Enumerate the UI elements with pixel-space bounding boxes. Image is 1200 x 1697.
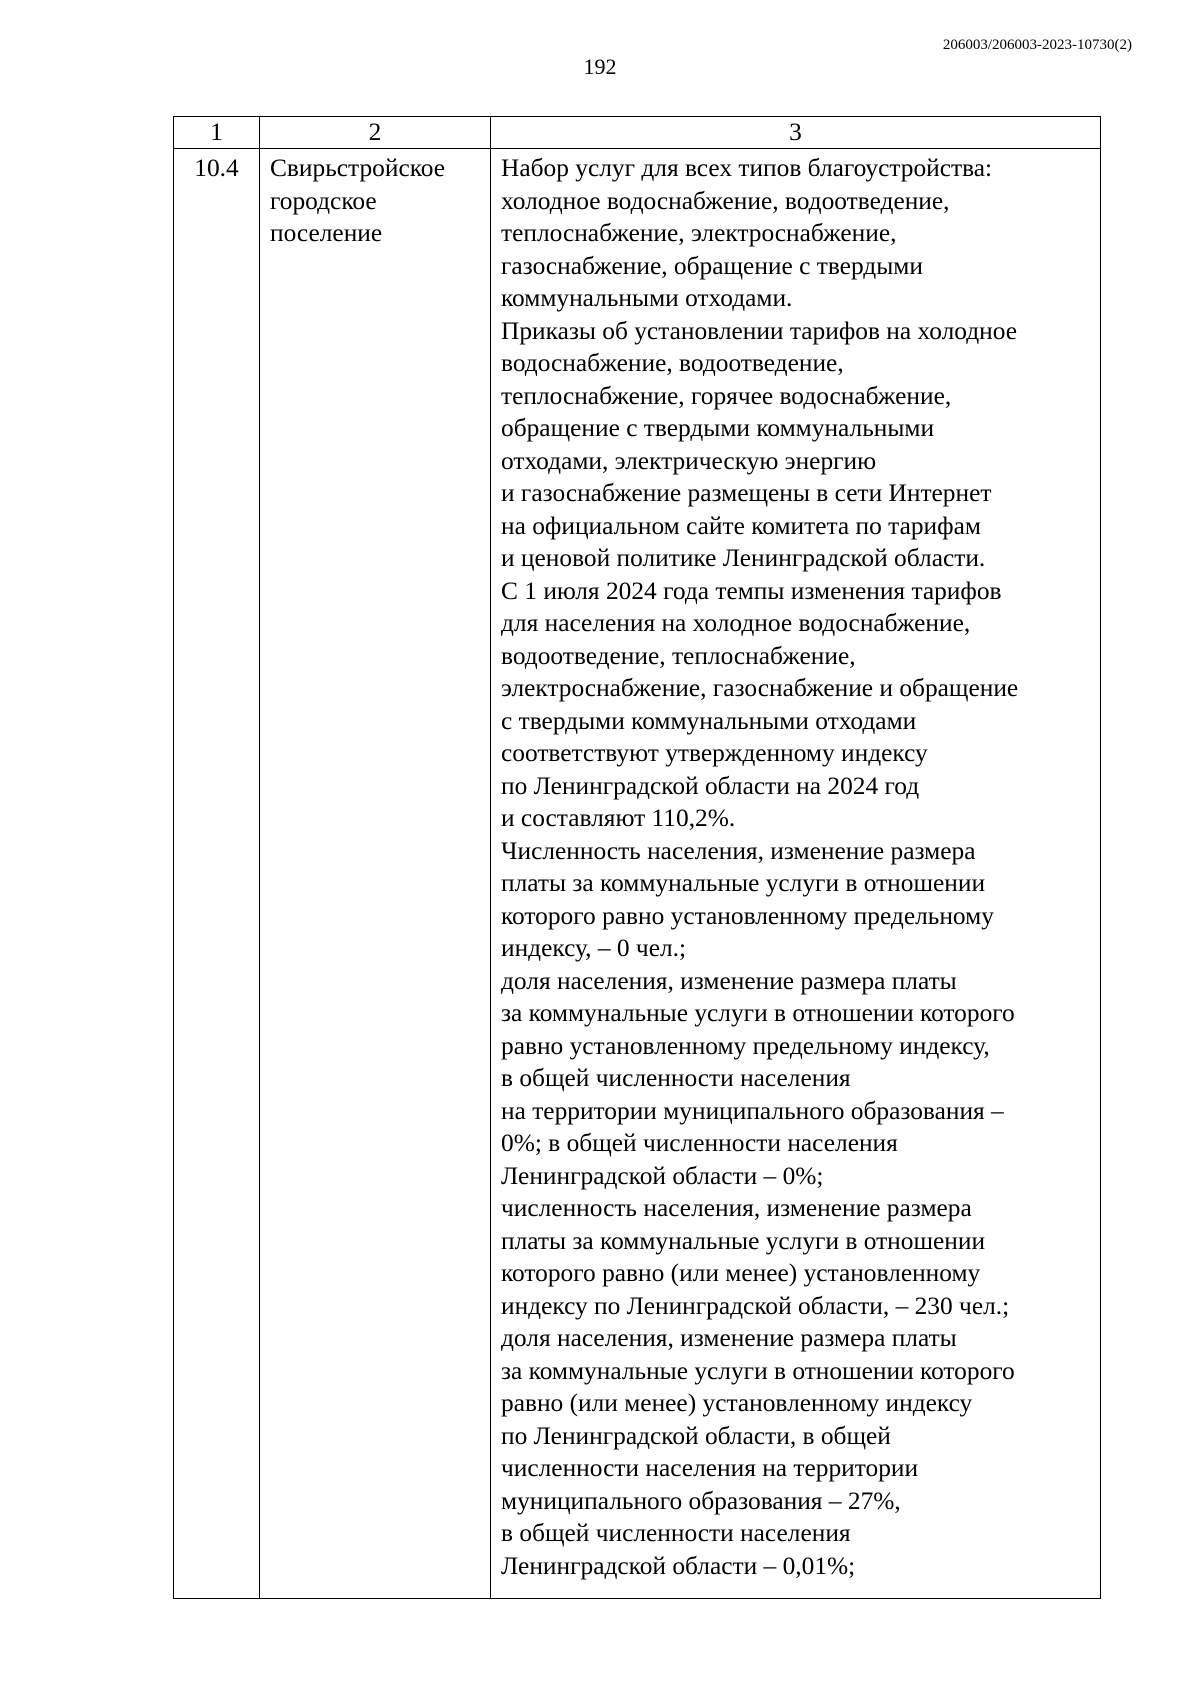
description-line: равно установленному предельному индексу, (501, 1031, 990, 1060)
row-number-cell (174, 149, 260, 1599)
settlement-name-line: поселение (270, 219, 383, 247)
description-line: индексу, – 0 чел.; (501, 934, 687, 962)
description-line: Набор услуг для всех типов благоустройства: (501, 154, 993, 182)
description-line: в общей численности населения (501, 1064, 851, 1092)
description-line: водоснабжение, водоотведение, (501, 349, 844, 377)
description-line: холодное водоснабжение, водоотведение, (501, 186, 950, 215)
description-line: коммунальными отходами. (501, 284, 793, 312)
description-line: по Ленинградской области на 2024 год (501, 771, 920, 800)
description-line: и составляют 110,2%. (501, 804, 736, 832)
row-number: 10.4 (194, 154, 239, 182)
column-header-3: 3 (491, 117, 1101, 149)
description-line: платы за коммунальные услуги в отношении (501, 1226, 986, 1255)
description-line: за коммунальные услуги в отношении которого (501, 999, 1015, 1027)
description-line: отходами, электрическую энергию (501, 446, 877, 475)
description-line: на официальном сайте комитета по тарифам (501, 511, 981, 540)
description-line: С 1 июля 2024 года темпы изменения тарифов (501, 576, 1002, 605)
description-line: для населения на холодное водоснабжение, (501, 609, 971, 637)
table-header-row (174, 117, 1101, 149)
description-line: водоотведение, теплоснабжение, (501, 641, 856, 670)
description-line: по Ленинградской области, в общей (501, 1421, 891, 1450)
table-row (174, 149, 1101, 1599)
description-line: теплоснабжение, электроснабжение, (501, 219, 897, 247)
description-line: в общей численности населения (501, 1519, 851, 1547)
description-line: численности населения на территории (501, 1454, 919, 1482)
description-line: за коммунальные услуги в отношении которого (501, 1356, 1015, 1385)
description-line: с твердыми коммунальными отходами (501, 706, 917, 735)
description-line: равно (или менее) установленному индексу (501, 1389, 973, 1417)
description-line: и газоснабжение размещены в сети Интернет (501, 479, 992, 507)
column-header-1: 1 (174, 117, 260, 149)
document-id: 206003/206003-2023-10730(2) (942, 37, 1132, 53)
settlement-name-line: Свирьстройское (270, 154, 446, 182)
description-line: муниципального образования – 27%, (501, 1486, 901, 1515)
tariff-table (173, 116, 1101, 1599)
description-line: которого равно установленному предельному (501, 901, 994, 930)
description-line: и ценовой политике Ленинградской области. (501, 544, 986, 572)
description-line: Приказы об установлении тарифов на холодное (501, 316, 1018, 345)
description-line: которого равно (или менее) установленному (501, 1259, 981, 1287)
description-line: газоснабжение, обращение с твердыми (501, 251, 923, 280)
settlement-name-cell (260, 149, 491, 1599)
description-line: Численность населения, изменение размера (501, 836, 976, 865)
description-line: электроснабжение, газоснабжение и обращение (501, 674, 1019, 702)
description-cell (491, 149, 1101, 1599)
description-line: обращение с твердыми коммунальными (501, 414, 935, 442)
description-line: соответствуют утвержденному индексу (501, 739, 928, 767)
settlement-name-line: городское (270, 186, 377, 215)
description-line: численность населения, изменение размера (501, 1194, 972, 1222)
description-line: Ленинградской области – 0,01%; (501, 1551, 856, 1580)
description-line: индексу по Ленинградской области, – 230 чел.; (501, 1291, 1010, 1320)
description-line: 0%; в общей численности населения (501, 1129, 898, 1157)
description-line: платы за коммунальные услуги в отношении (501, 869, 986, 897)
description-line: доля населения, изменение размера платы (501, 966, 957, 995)
description-line: доля населения, изменение размера платы (501, 1324, 957, 1352)
description-line: теплоснабжение, горячее водоснабжение, (501, 381, 952, 410)
description-line: на территории муниципального образования – (501, 1096, 1004, 1125)
page-number: 192 (583, 54, 617, 79)
column-header-2: 2 (260, 117, 491, 149)
description-line: Ленинградской области – 0%; (501, 1161, 824, 1190)
